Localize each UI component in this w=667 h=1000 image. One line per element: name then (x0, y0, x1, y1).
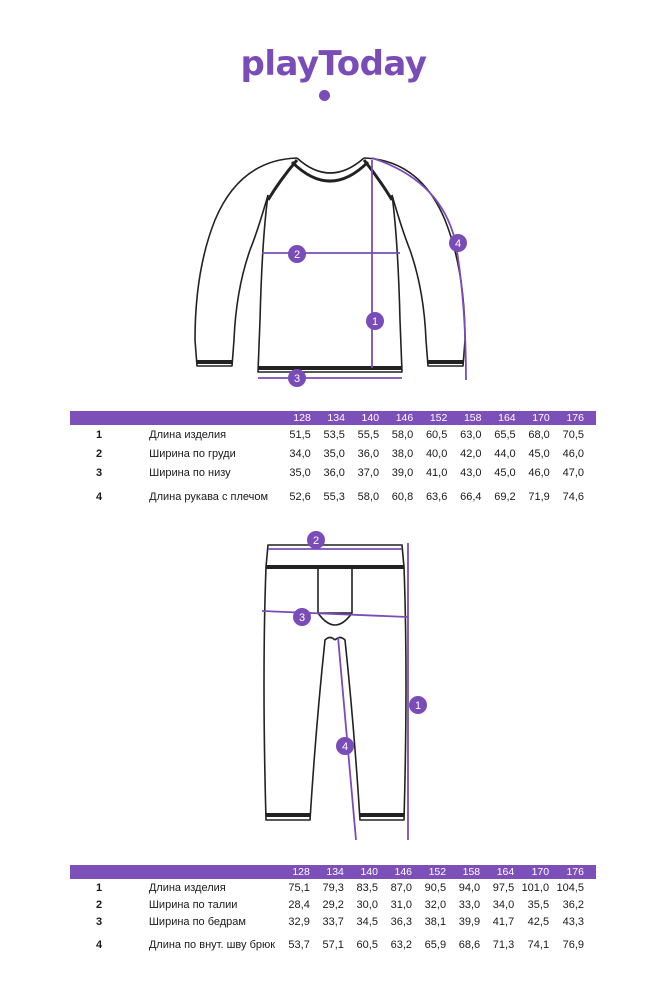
row-label: Ширина по бедрам (148, 915, 246, 928)
marker-4-top: 4 (454, 238, 462, 250)
cell-value: 104,5 (556, 881, 584, 894)
size-134: 134 (311, 411, 345, 425)
cell-value: 40,0 (425, 447, 448, 460)
cell-value: 68,0 (528, 428, 550, 441)
cell-value: 34,0 (492, 898, 515, 911)
cell-value: 36,2 (562, 898, 584, 911)
cell-value: 58,0 (391, 428, 414, 441)
pants-illustration (0, 525, 667, 850)
table-row (70, 425, 596, 444)
sweatshirt-body (258, 195, 402, 372)
cell-value: 30,0 (356, 898, 378, 911)
cell-value: 46,0 (528, 466, 550, 479)
cell-value: 60,8 (391, 491, 414, 503)
pants-right-leg (335, 567, 406, 820)
size-158: 158 (446, 865, 480, 879)
sweatshirt-collar (297, 158, 364, 173)
table-row (70, 913, 596, 930)
cell-value: 71,3 (492, 938, 515, 951)
cell-value: 51,5 (289, 428, 311, 441)
size-164: 164 (482, 411, 516, 425)
cell-value: 35,5 (527, 898, 550, 911)
cell-value: 31,0 (390, 898, 413, 911)
row-number: 3 (96, 915, 103, 928)
cell-value: 60,5 (356, 938, 378, 951)
cell-value: 44,0 (494, 447, 516, 460)
row-number: 1 (96, 428, 103, 441)
cell-value: 55,3 (323, 491, 345, 503)
size-152: 152 (413, 411, 447, 425)
size-152: 152 (412, 865, 446, 879)
cell-value: 63,0 (460, 428, 482, 441)
row-label: Длина изделия (148, 881, 226, 894)
cell-value: 42,5 (527, 915, 550, 928)
size-176: 176 (550, 411, 596, 425)
size-170: 170 (514, 865, 549, 879)
cell-value: 53,7 (288, 938, 310, 951)
cell-value: 70,5 (562, 428, 584, 441)
size-128: 128 (276, 865, 310, 879)
sweatshirt-illustration (0, 140, 667, 400)
cell-value: 83,5 (356, 881, 378, 894)
cell-value: 74,1 (527, 938, 550, 951)
cell-value: 33,7 (322, 915, 344, 928)
row-number: 2 (96, 898, 103, 911)
row-label: Длина рукава с плечом (149, 491, 269, 503)
cell-value: 55,5 (357, 428, 380, 441)
cell-value: 38,0 (391, 447, 414, 460)
table-row (70, 930, 596, 960)
table-row (70, 444, 596, 463)
sweatshirt-right-sleeve (364, 158, 465, 366)
row-label: Ширина по груди (149, 447, 236, 460)
size-146: 146 (379, 411, 413, 425)
marker-2-bottom: 2 (312, 535, 320, 547)
cell-value: 57,1 (322, 938, 344, 951)
marker-3-top: 3 (293, 373, 301, 385)
size-134: 134 (310, 865, 344, 879)
cell-value: 41,7 (492, 915, 515, 928)
cell-value: 97,5 (492, 881, 515, 894)
size-158: 158 (447, 411, 481, 425)
cell-value: 65,5 (494, 428, 516, 441)
table-row (70, 482, 596, 512)
row-number: 2 (96, 447, 103, 460)
cell-value: 52,6 (289, 491, 311, 503)
pants-size-table (70, 865, 596, 960)
size-176: 176 (549, 865, 596, 879)
cell-value: 41,0 (425, 466, 448, 479)
cell-value: 37,0 (357, 466, 380, 479)
brand-logo: playToday (240, 44, 427, 84)
cell-value: 63,6 (425, 491, 448, 503)
marker-1-bottom: 1 (414, 700, 422, 712)
cell-value: 39,0 (391, 466, 414, 479)
cell-value: 36,0 (323, 466, 345, 479)
row-number: 4 (96, 938, 103, 951)
cell-value: 42,0 (460, 447, 482, 460)
row-label: Длина по внут. шву брюк (148, 938, 276, 951)
cell-value: 36,0 (357, 447, 380, 460)
size-header-row (70, 411, 596, 425)
cell-value: 36,3 (390, 915, 413, 928)
cell-value: 90,5 (424, 881, 447, 894)
sweatshirt-left-sleeve (195, 158, 297, 366)
size-146: 146 (378, 865, 412, 879)
cell-value: 43,0 (460, 466, 482, 479)
size-164: 164 (480, 865, 514, 879)
cell-value: 34,5 (356, 915, 378, 928)
cell-value: 45,0 (494, 466, 516, 479)
cell-value: 74,6 (562, 491, 584, 503)
cell-value: 46,0 (562, 447, 584, 460)
row-label: Ширина по низу (149, 466, 231, 479)
cell-value: 35,0 (323, 447, 345, 460)
cell-value: 71,9 (528, 491, 550, 503)
size-140: 140 (345, 411, 379, 425)
cell-value: 39,9 (458, 915, 481, 928)
marker-3-bottom: 3 (298, 612, 306, 624)
logo-dot (319, 90, 330, 101)
row-label: Длина изделия (149, 428, 227, 441)
size-140: 140 (344, 865, 378, 879)
cell-value: 38,1 (424, 915, 447, 928)
marker-4-bottom: 4 (341, 741, 349, 753)
cell-value: 65,9 (424, 938, 447, 951)
size-header-row (70, 865, 596, 879)
table-row (70, 463, 596, 482)
marker-2-top: 2 (293, 249, 301, 261)
cell-value: 60,5 (425, 428, 448, 441)
marker-1-top: 1 (371, 316, 379, 328)
cell-value: 66,4 (460, 491, 482, 503)
cell-value: 79,3 (322, 881, 344, 894)
cell-value: 58,0 (357, 491, 380, 503)
row-number: 3 (96, 466, 103, 479)
cell-value: 94,0 (458, 881, 481, 894)
cell-value: 69,2 (494, 491, 516, 503)
measure-line-hips (262, 611, 408, 617)
cell-value: 32,0 (424, 898, 447, 911)
cell-value: 28,4 (288, 898, 310, 911)
row-number: 1 (96, 881, 103, 894)
table-row (70, 896, 596, 913)
cell-value: 43,3 (562, 915, 584, 928)
sweatshirt-size-table (70, 411, 596, 512)
cell-value: 75,1 (288, 881, 310, 894)
cell-value: 76,9 (562, 938, 584, 951)
cell-value: 33,0 (458, 898, 481, 911)
size-128: 128 (277, 411, 311, 425)
cell-value: 101,0 (521, 881, 550, 894)
size-170: 170 (516, 411, 550, 425)
cell-value: 53,5 (323, 428, 345, 441)
cell-value: 47,0 (562, 466, 584, 479)
cell-value: 87,0 (390, 881, 413, 894)
cell-value: 68,6 (458, 938, 481, 951)
cell-value: 34,0 (289, 447, 311, 460)
row-label: Ширина по талии (148, 898, 238, 911)
cell-value: 45,0 (528, 447, 550, 460)
row-number: 4 (96, 491, 103, 503)
cell-value: 35,0 (289, 466, 311, 479)
cell-value: 32,9 (288, 915, 310, 928)
cell-value: 29,2 (322, 898, 344, 911)
cell-value: 63,2 (390, 938, 413, 951)
pants-left-leg (264, 567, 335, 820)
table-row (70, 879, 596, 896)
